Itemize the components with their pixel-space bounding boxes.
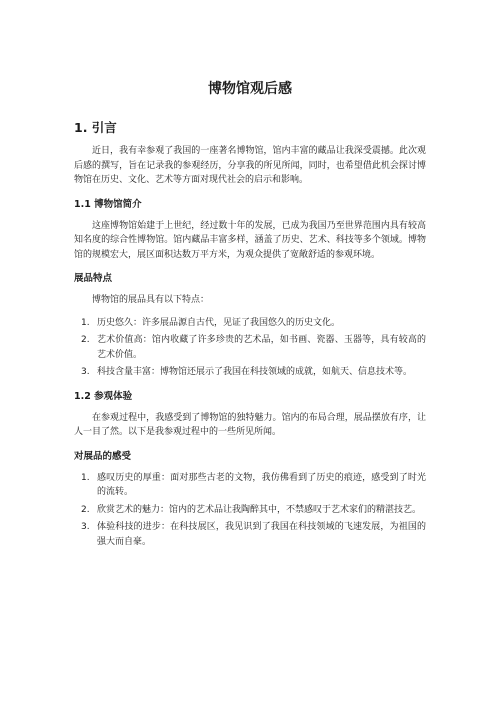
list-item-text: 科技含量丰富：博物馆还展示了我国在科技领域的成就，如航天、信息技术等。 [97, 367, 413, 377]
section-heading-intro: 1. 引言 [74, 120, 117, 135]
list-item [74, 365, 426, 380]
list-item-text: 体验科技的进步：在科技展区，我见识到了我国在科技领域的飞速发展，为祖国的强大而自豪。 [97, 522, 426, 547]
intro-paragraph: 近日，我有幸参观了我国的一座著名博物馆，馆内丰富的藏品让我深受震撼。此次观后感的撰写，旨在记录我的参观经历，分享我的所见所闻，同时，也希望借此机会探讨博物馆在历史、文化、艺术等方面对现代社会的启示和影响。 [74, 146, 426, 185]
list-number: 1. [81, 472, 90, 483]
document-page [0, 80, 500, 727]
subsection-heading-museum-intro: 1.1 博物馆简介 [74, 198, 142, 210]
list-item [74, 471, 426, 500]
list-item-text: 欣赏艺术的魅力：馆内的艺术品让我陶醉其中，不禁感叹于艺术家们的精湛技艺。 [97, 504, 422, 515]
page-title: 博物馆观后感 [208, 81, 292, 97]
list-number: 3. [81, 522, 90, 532]
visit-experience-paragraph: 在参观过程中，我感受到了博物馆的独特魅力。馆内的布局合理，展品摆放有序，让人一目了然。以下是我参观过程中的一些所见所闻。 [74, 412, 426, 437]
list-item-text: 艺术价值高：馆内收藏了许多珍贵的艺术品，如书画、瓷器、玉器等，具有较高的艺术价值。 [97, 335, 426, 360]
list-item [74, 520, 426, 549]
feelings-list [74, 471, 426, 550]
list-number: 2. [81, 504, 90, 515]
subsection-heading-feelings: 对展品的感受 [74, 450, 132, 462]
subsection-heading-exhibit-features: 展品特点 [74, 273, 113, 284]
list-item-text: 感叹历史的厚重：面对那些古老的文物，我仿佛看到了历史的痕迹，感受到了时光的流转。 [97, 472, 426, 497]
subsection-heading-visit-experience: 1.2 参观体验 [74, 390, 133, 402]
list-item [74, 333, 426, 362]
museum-intro-paragraph: 这座博物馆始建于上世纪，经过数十年的发展，已成为我国乃至世界范围内具有较高知名度的综合性博物馆。馆内藏品丰富多样，涵盖了历史、艺术、科技等多个领域。博物馆的规模宏大，展区面积达数万平方米，为观众提供了宽敞舒适的参观环境。 [74, 220, 426, 260]
exhibit-features-list [74, 316, 426, 380]
list-number: 2. [81, 335, 90, 345]
exhibit-features-lead: 博物馆的展品具有以下特点： [92, 295, 210, 305]
list-number: 3. [81, 367, 90, 377]
list-item [74, 316, 426, 331]
list-item [74, 503, 426, 518]
list-number: 1. [81, 317, 90, 328]
list-item-text: 历史悠久：许多展品源自古代，见证了我国悠久的历史文化。 [97, 317, 341, 328]
